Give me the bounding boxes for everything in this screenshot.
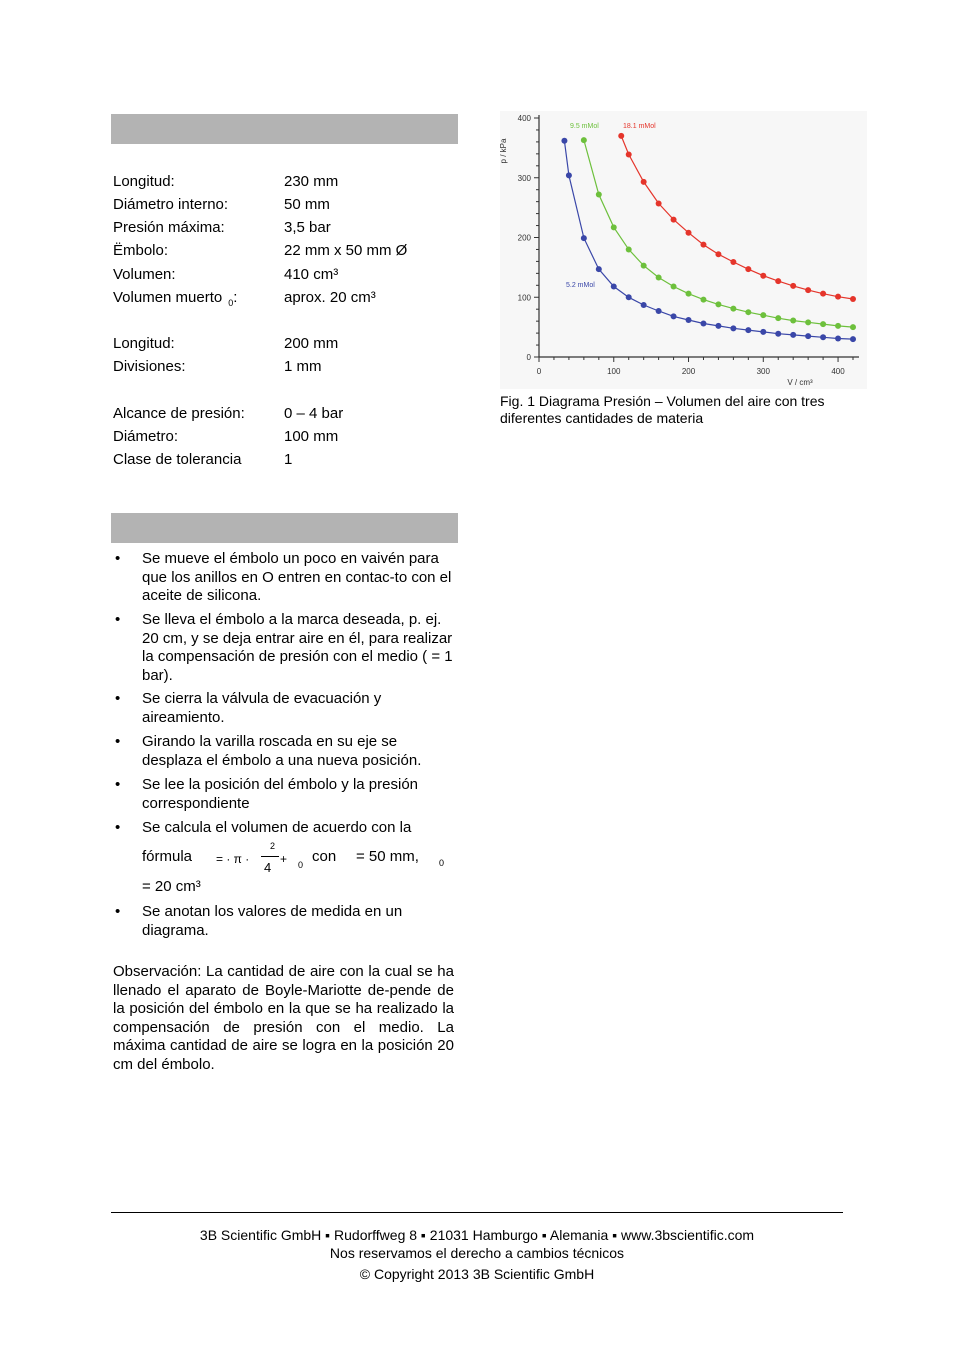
section-header-bar <box>111 114 458 144</box>
list-item: • Se lleva el émbolo a la marca deseada, p. ej. 20 cm, y se deja entrar aire en él, para realizar la compensación de presión con el medio ( = 1 bar). <box>115 611 453 684</box>
data-point <box>775 331 781 337</box>
data-point <box>850 324 856 330</box>
spec-row: Longitud: 200 mm <box>113 335 339 352</box>
data-point <box>730 259 736 265</box>
data-point <box>850 336 856 342</box>
data-point <box>611 283 617 289</box>
figure-caption: Fig. 1 Diagrama Presión – Volumen del aire con tres diferentes cantidades de materia <box>500 393 825 426</box>
data-point <box>641 302 647 308</box>
formula-plus: + <box>280 852 288 866</box>
x-tick-label: 300 <box>756 367 770 376</box>
data-point <box>715 301 721 307</box>
series-label: 9.5 mMol <box>570 123 599 130</box>
spec-row: Clase de tolerancia 1 <box>113 451 293 468</box>
spec-row: Diámetro interno: 50 mm <box>113 196 330 213</box>
data-point <box>835 294 841 300</box>
data-point <box>820 334 826 340</box>
list-item-formula: • Se calcula el volumen de acuerdo con la fórmula = · π · 2 4 + 0 con = 50 mm, 0 = 20 cm³ <box>115 819 445 895</box>
spec-row: Longitud: 230 mm <box>113 173 339 190</box>
data-point <box>641 179 647 185</box>
list-item: • Se anotan los valores de medida en un diagrama. <box>115 903 403 939</box>
data-point <box>805 333 811 339</box>
data-point <box>656 200 662 206</box>
spec-row: Diámetro: 100 mm <box>113 428 339 445</box>
formula-denominator: 4 <box>264 860 272 875</box>
footer-rights: Nos reservamos el derecho a cambios técnicos <box>329 1245 625 1261</box>
data-point <box>700 242 706 248</box>
data-point <box>760 312 766 318</box>
data-point <box>656 308 662 314</box>
formula-d-value: = 50 mm, <box>356 848 419 865</box>
data-point <box>656 275 662 281</box>
list-item: • Girando la varilla roscada en su eje se desplaza el émbolo a una nueva posición. <box>115 733 422 769</box>
spec-row: Alcance de presión: 0 – 4 bar <box>113 405 344 422</box>
data-point <box>790 332 796 338</box>
data-point <box>626 246 632 252</box>
data-point <box>835 335 841 341</box>
formula-label: fórmula <box>142 848 193 865</box>
data-point <box>715 323 721 329</box>
list-item: • Se cierra la válvula de evacuación y aireamiento. <box>115 690 382 726</box>
formula-v0-value: = 20 cm³ <box>142 878 201 895</box>
data-point <box>641 263 647 269</box>
data-point <box>611 224 617 230</box>
data-point <box>835 323 841 329</box>
y-tick-label: 200 <box>517 233 531 243</box>
data-point <box>790 283 796 289</box>
data-point <box>700 297 706 303</box>
data-point <box>686 317 692 323</box>
formula-exponent: 2 <box>270 841 276 851</box>
data-point <box>671 217 677 223</box>
formula-equation: = · π · <box>216 852 250 866</box>
list-item: • Se mueve el émbolo un poco en vaivén para que los anillos en O entren en contac-to con el aceite de silicona. <box>115 550 452 604</box>
series-label: 18.1 mMol <box>623 123 656 130</box>
formula-sub: 0 <box>298 860 304 870</box>
section-header-bar <box>111 513 458 543</box>
list-item: • Se lee la posición del émbolo y la presión correspondiente <box>115 776 418 812</box>
data-point <box>581 137 587 143</box>
data-point <box>561 138 567 144</box>
data-point <box>760 273 766 279</box>
x-tick-label: 0 <box>536 367 542 376</box>
data-point <box>745 327 751 333</box>
spec-row: Volumen: 410 cm³ <box>113 266 339 283</box>
data-point <box>775 315 781 321</box>
spec-row: Presión máxima: 3,5 bar <box>113 219 331 236</box>
data-point <box>730 306 736 312</box>
formula-v0-sub: 0 <box>439 858 445 868</box>
footer-rule <box>111 1212 843 1213</box>
data-point <box>686 230 692 236</box>
data-point <box>671 283 677 289</box>
y-tick-label: 100 <box>517 293 531 303</box>
data-point <box>596 191 602 197</box>
data-point <box>686 291 692 297</box>
y-axis-label: p / kPa <box>499 138 508 164</box>
data-point <box>596 266 602 272</box>
y-tick-label: 400 <box>517 114 531 123</box>
data-point <box>715 251 721 257</box>
data-point <box>760 329 766 335</box>
observation-paragraph: Observación: La cantidad de aire con la cual se ha llenado el aparato de Boyle-Mariotte de-pende de la posición del émbolo en la que se ha realizado la compensación de presión con el medio. La máxima cantidad de aire se logra en la posición 20 cm del émbolo. <box>113 963 454 1073</box>
formula-con: con <box>312 848 337 865</box>
data-point <box>820 321 826 327</box>
data-point <box>805 319 811 325</box>
data-point <box>626 151 632 157</box>
data-point <box>671 313 677 319</box>
data-point <box>566 172 572 178</box>
footer-copyright: © Copyright 2013 3B Scientific GmbH <box>359 1266 595 1282</box>
series-label: 5.2 mMol <box>566 282 595 289</box>
y-tick-label: 300 <box>517 173 531 183</box>
x-axis-label: V / cm³ <box>787 378 813 387</box>
pressure-volume-chart <box>500 111 867 389</box>
data-point <box>820 291 826 297</box>
data-point <box>700 321 706 327</box>
data-point <box>850 296 856 302</box>
footer-address: 3B Scientific GmbH ▪ Rudorffweg 8 ▪ 21031 Hamburgo ▪ Alemania ▪ www.3bscientific.com <box>199 1227 755 1243</box>
data-point <box>790 318 796 324</box>
data-point <box>775 278 781 284</box>
x-tick-label: 100 <box>607 367 621 376</box>
spec-row: Divisiones: 1 mm <box>113 358 322 375</box>
data-point <box>730 325 736 331</box>
data-point <box>626 294 632 300</box>
data-point <box>745 309 751 315</box>
spec-row: Volumen muerto $_0$: aprox. 20 cm³ <box>113 289 376 308</box>
data-point <box>581 235 587 241</box>
x-tick-label: 200 <box>681 367 696 376</box>
spec-row: Ëmbolo: 22 mm x 50 mm Ø <box>113 242 408 259</box>
formula-fraction-bar <box>261 856 279 857</box>
y-tick-label: 0 <box>526 353 531 362</box>
data-point <box>618 133 624 139</box>
chart-background <box>500 111 867 389</box>
data-point <box>745 266 751 272</box>
x-tick-label: 400 <box>831 367 845 376</box>
data-point <box>805 287 811 293</box>
